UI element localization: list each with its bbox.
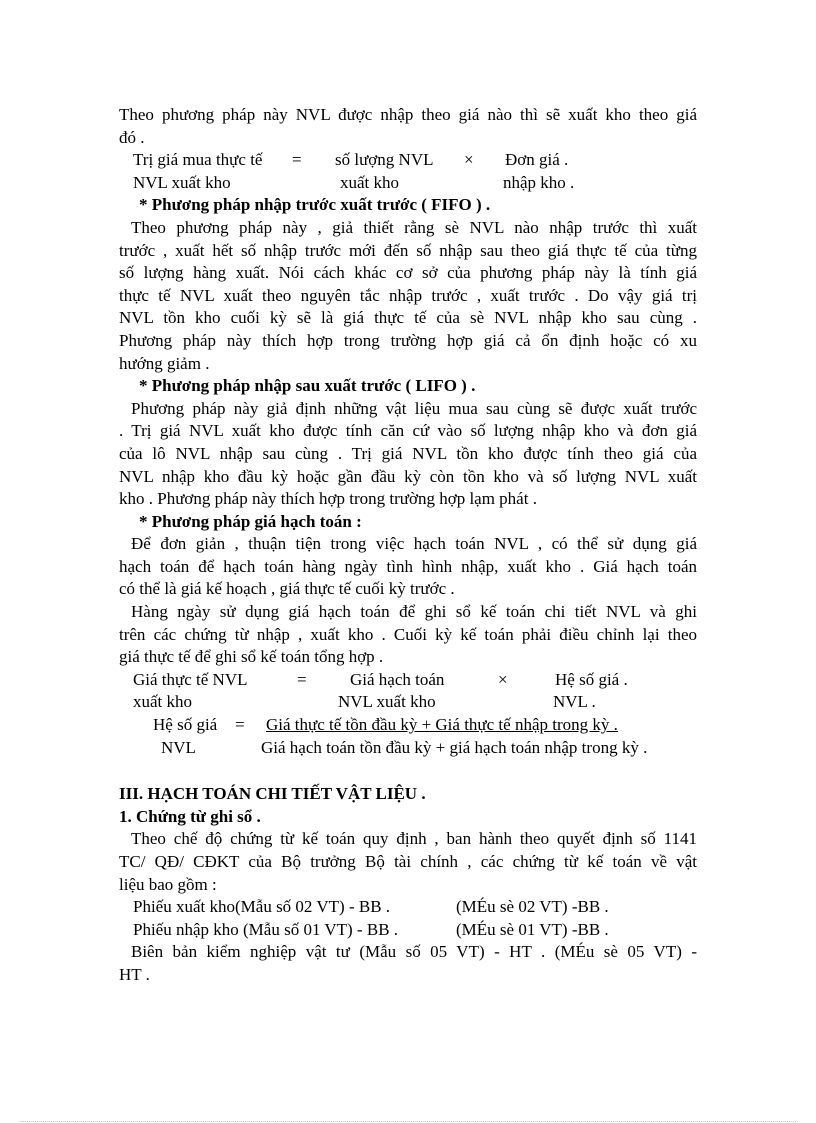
fifo-line: trước , xuất hết số nhập trước mới đến số nhập sau theo giá thực tế của từng [119, 240, 697, 260]
hachtoan-heading: * Phương pháp giá hạch toán : [139, 511, 362, 531]
doc-code: (MÉu sè 02 VT) -BB . [456, 897, 609, 917]
formula-term: Trị giá mua thực tế [133, 150, 263, 170]
intro-line-2: đó . [119, 127, 145, 147]
lifo-line: của lô NVL nhập sau cùng . Trị giá NVL tồn kho được tính theo giá của [119, 443, 697, 463]
formula-term: Giá thực tế NVL [133, 669, 248, 689]
formula-term: Đơn giá . [505, 150, 569, 170]
lifo-line: . Trị giá NVL xuất kho được tính căn cứ vào số lượng nhập kho và đơn giá [119, 421, 697, 441]
formula-1-row-1 [119, 149, 697, 172]
formula-term: NVL xuất kho [133, 172, 231, 192]
formula-term: Giá hạch toán [350, 669, 445, 689]
hachtoan-line: giá thực tế để ghi sổ kế toán tổng hợp . [119, 647, 384, 667]
doc-name: Phiếu nhập kho (Mẫu số 01 VT) - BB . [133, 919, 399, 939]
hachtoan-line: có thể là giá kế hoạch , giá thực tế cuối kỳ trước . [119, 579, 455, 599]
fifo-line: NVL tồn kho cuối kỳ sẽ là giá thực tế của sè NVL nhập kho sau cùng . [119, 308, 697, 328]
hachtoan-line: Hàng ngày sử dụng giá hạch toán để ghi sổ kế toán chi tiết NVL và ghi [131, 602, 697, 622]
lifo-line: Phương pháp này giả định những vật liệu mua sau cùng sẽ được xuất trước [131, 398, 697, 418]
multiply-sign: × [498, 669, 508, 689]
section-3-line: Biên bản kiểm nghiệp vật tư (Mẫu số 05 VT) - HT . (MÉu sè 05 VT) - [131, 942, 697, 962]
doc-name: Phiếu xuất kho(Mẫu số 02 VT) - BB . [133, 897, 391, 917]
doc-code: (MÉu sè 01 VT) -BB . [456, 919, 609, 939]
hachtoan-line: trên các chứng từ nhập , xuất kho . Cuối kỳ kế toán phải điều chỉnh lại theo [119, 624, 697, 644]
formula-3-row-2 [119, 737, 697, 760]
section-3-heading: III. HẠCH TOÁN CHI TIẾT VẬT LIỆU . [119, 784, 426, 804]
fifo-line: Phương pháp này thích hợp trong trường hợp giá cả ổn định hoặc có xu [119, 330, 697, 350]
formula-1-row-2 [119, 172, 697, 195]
lifo-line: NVL nhập kho đầu kỳ hoặc gần đầu kỳ còn tồn kho và số lượng NVL xuất [119, 466, 697, 486]
hachtoan-line: hạch toán để hạch toán hàng ngày tình hình nhập, xuất kho . Giá hạch toán [119, 556, 697, 576]
formula-term: số lượng NVL [335, 150, 434, 170]
equals-sign: = [292, 150, 302, 170]
lifo-line: kho . Phương pháp này thích hợp trong trường hợp lạm phát . [119, 489, 537, 509]
fifo-line: số lượng hàng xuất. Nói cách khác cơ sở của phương pháp này là tính giá [119, 263, 697, 283]
formula-term: NVL . [553, 692, 596, 712]
formula-numerator: Giá thực tế tồn đầu kỳ + Giá thực tế nhập trong kỳ . [266, 715, 618, 735]
section-3-line: HT . [119, 964, 150, 984]
fifo-line: thực tế NVL xuất theo nguyên tắc nhập trước , xuất trước . Do vậy giá trị [119, 285, 697, 305]
formula-term: nhập kho . [503, 172, 575, 192]
formula-term: NVL xuất kho [338, 692, 436, 712]
doc-row-1 [119, 896, 697, 919]
document-page [119, 104, 697, 987]
formula-term: xuất kho [133, 692, 193, 712]
multiply-sign: × [464, 150, 474, 170]
formula-3-row-1 [119, 714, 697, 737]
doc-row-2 [119, 919, 697, 942]
intro-line-1: Theo phương pháp này NVL được nhập theo giá nào thì sẽ xuất kho theo giá [119, 105, 697, 124]
formula-term: Hệ số giá [153, 715, 218, 735]
formula-term: Hệ số giá . [555, 669, 628, 689]
section-3-line: Theo chế độ chứng từ kế toán quy định , ban hành theo quyết định số 1141 [131, 829, 697, 849]
fifo-heading: * Phương pháp nhập trước xuất trước ( FIFO ) . [139, 195, 491, 215]
formula-2-row-2 [119, 691, 697, 714]
subsection-1-heading: 1. Chứng từ ghi sổ . [119, 806, 261, 826]
fifo-line: Theo phương pháp này , giả thiết rằng sè NVL nào nhập trước thì xuất [131, 217, 697, 237]
hachtoan-line: Để đơn giản , thuận tiện trong việc hạch toán NVL , có thể sử dụng giá [131, 534, 697, 554]
formula-term: xuất kho [340, 172, 400, 192]
equals-sign: = [297, 669, 307, 689]
formula-term: NVL [161, 737, 196, 757]
fifo-line: hướng giảm . [119, 353, 210, 373]
formula-2-row-1 [119, 669, 697, 692]
formula-denominator: Giá hạch toán tồn đầu kỳ + giá hạch toán nhập trong kỳ . [261, 737, 648, 757]
lifo-heading: * Phương pháp nhập sau xuất trước ( LIFO ) . [139, 376, 476, 396]
equals-sign: = [235, 715, 245, 735]
section-3-line: liệu bao gồm : [119, 874, 217, 894]
section-3-line: TC/ QĐ/ CĐKT của Bộ trưởng Bộ tài chính , các chứng từ kế toán về vật [119, 852, 697, 871]
footer-divider [20, 1121, 796, 1122]
